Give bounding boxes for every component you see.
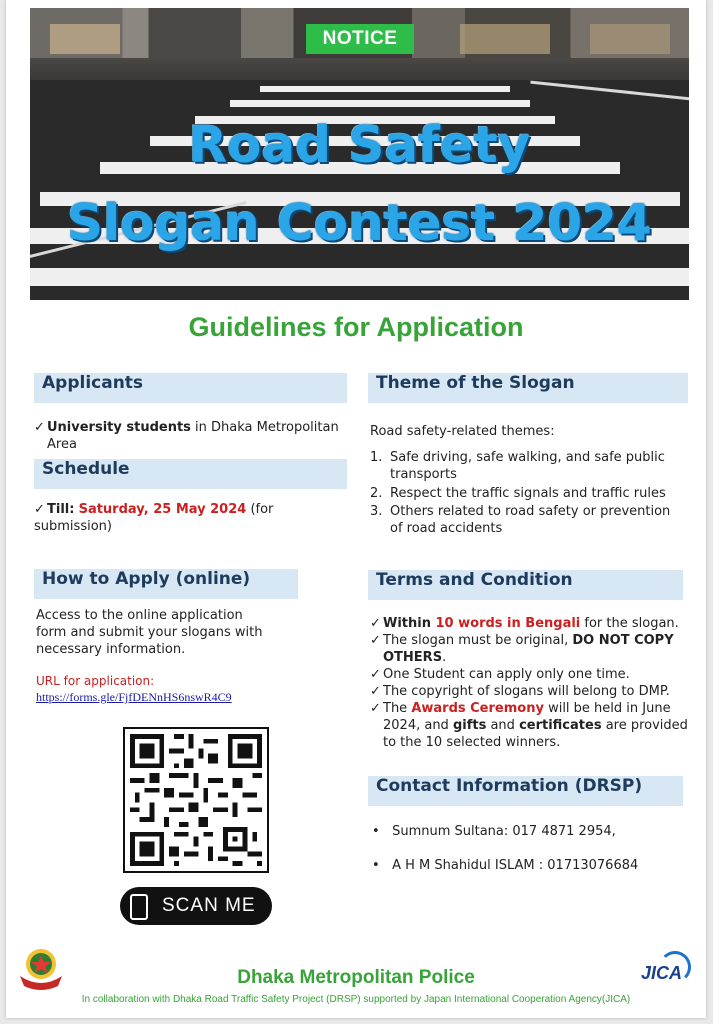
terms-item-2: ✓ The slogan must be original, DO NOT COPY OTHERS. <box>370 633 674 665</box>
theme-item-1: 1. Safe driving, safe walking, and safe public transports <box>370 450 665 482</box>
schedule-item: ✓ Till: Saturday, 25 May 2024 (for submission) <box>34 502 274 534</box>
notice-page <box>6 0 706 1018</box>
contact-item-2: • A H M Shahidul ISLAM : 01713076684 <box>372 858 639 873</box>
check-icon: ✓ <box>370 616 381 631</box>
theme-item-2: 2. Respect the traffic signals and traffic rules <box>370 486 666 501</box>
hero-banner <box>30 8 689 300</box>
contact-item-1: • Sumnum Sultana: 017 4871 2954, <box>372 824 616 839</box>
applicants-header: Applicants <box>34 373 347 403</box>
theme-item-3: 3. Others related to road safety or prevention of road accidents <box>370 504 671 536</box>
notice-badge: NOTICE <box>306 24 414 54</box>
check-icon: ✓ <box>34 502 45 517</box>
url-label: URL for application: <box>36 674 155 688</box>
terms-item-3: ✓ One Student can apply only one time. <box>370 667 630 682</box>
footer-collaboration: In collaboration with Dhaka Road Traffic Safety Project (DRSP) supported by Japan International Cooperation Agency(JICA) <box>81 994 631 1005</box>
contact-header: Contact Information (DRSP) <box>368 776 683 806</box>
terms-header: Terms and Condition <box>368 570 683 600</box>
schedule-header: Schedule <box>34 459 347 489</box>
check-icon: ✓ <box>34 420 45 435</box>
check-icon: ✓ <box>370 684 381 699</box>
scan-me-label: SCAN ME <box>162 895 256 916</box>
qr-code[interactable] <box>123 727 269 873</box>
footer-organization: Dhaka Metropolitan Police <box>237 967 475 988</box>
terms-list <box>370 615 690 751</box>
terms-item-5: ✓ The Awards Ceremony will be held in June 2024, and gifts and certificates are provided to the 10 selected winners. <box>370 701 688 750</box>
guidelines-heading: Guidelines for Application <box>188 312 524 342</box>
contest-title-line1: Road Safety <box>188 116 531 174</box>
application-url-link[interactable]: https://forms.gle/FjfDENnHS6nswR4C9 <box>36 690 232 704</box>
scan-me-button[interactable] <box>120 887 272 925</box>
terms-item-1: ✓ Within 10 words in Bengali for the slogan. <box>370 616 679 631</box>
terms-item-4: ✓ The copyright of slogans will belong to DMP. <box>370 684 670 699</box>
how-to-apply-header: How to Apply (online) <box>34 569 298 599</box>
jica-logo: JICA <box>639 951 689 987</box>
theme-intro: Road safety-related themes: <box>370 424 555 439</box>
check-icon: ✓ <box>370 701 381 716</box>
applicants-item: ✓ University students in Dhaka Metropolitan Area <box>34 420 339 452</box>
how-to-apply-text: Access to the online application form and submit your slogans with necessary information. <box>36 608 263 657</box>
theme-header: Theme of the Slogan <box>368 373 688 403</box>
check-icon: ✓ <box>370 633 381 648</box>
contest-title-line2: Slogan Contest 2024 <box>67 194 652 252</box>
phone-icon <box>130 894 148 920</box>
check-icon: ✓ <box>370 667 381 682</box>
crosswalk-road <box>30 80 689 300</box>
